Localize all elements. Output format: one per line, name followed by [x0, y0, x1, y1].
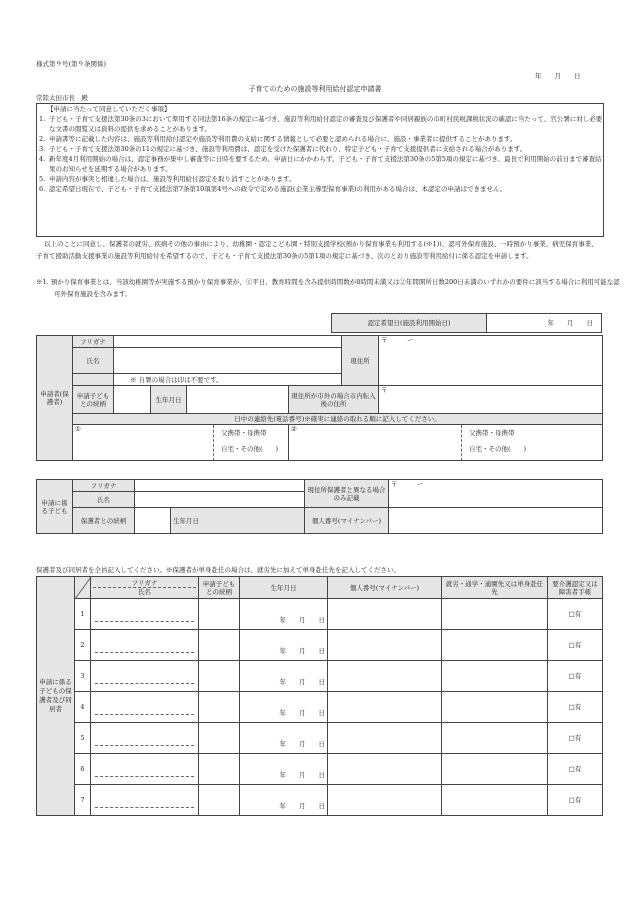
member-relation-field[interactable] [199, 754, 240, 785]
member-name-field[interactable] [91, 692, 199, 723]
child-birthdate-text: 生年月日 [173, 516, 199, 525]
desired-date-label: 認定希望日(施設利用開始日) [332, 314, 487, 333]
desired-date-field[interactable]: 年 月 日 [487, 314, 602, 333]
care-checkbox[interactable]: □有 [548, 661, 603, 692]
child-name-field[interactable] [135, 492, 305, 508]
care-checkbox[interactable]: □有 [548, 785, 603, 816]
applicant-section-label: 申請者(保護者) [37, 336, 73, 461]
child-furigana-field[interactable] [135, 480, 305, 492]
child-address-label: 現住所保護者と異なる場合のみ記載 [305, 480, 389, 508]
signature-note: ※ 自署の場合は印は不要です。 [114, 374, 342, 386]
notice-item: 6. 認定希望日現在で、子ども・子育て支援法第7条第10項第4号への政令で定める施設(企業主導型保育事業)の利用がある場合は、本認定の申請はできません。 [39, 185, 507, 193]
member-birthdate-field[interactable]: 年 月 日 [240, 723, 328, 754]
member-name-field[interactable] [91, 630, 199, 661]
member-birthdate-field[interactable]: 年 月 日 [240, 630, 328, 661]
notice-heading: 【申請に当たって同意していただく事項】 [47, 105, 171, 113]
member-my-number-field[interactable] [328, 661, 442, 692]
table-row [37, 599, 603, 630]
applicant-birthdate-label: 生年月日 [151, 386, 187, 414]
form-number: 様式第９号(第９条関係) [36, 60, 107, 68]
applicant-address-label: 現住所 [342, 336, 379, 386]
header-date: 年 月 日 [535, 72, 581, 80]
contact-1-home-label: 自宅・その他( ) [221, 445, 279, 453]
member-relation-field[interactable] [199, 692, 240, 723]
member-my-number-field[interactable] [328, 785, 442, 816]
child-birthdate-label[interactable] [171, 508, 305, 534]
applicant-relation-field[interactable] [114, 386, 151, 414]
care-checkbox[interactable]: □有 [548, 754, 603, 785]
household-side-label: 申請に係る子どもの保護者及び同居者 [37, 577, 75, 816]
member-name-field[interactable] [91, 599, 199, 630]
member-name-field[interactable] [91, 723, 199, 754]
household-table [36, 576, 603, 816]
footnote-1: ※1. 預かり保育事業とは、当該幼稚園等が実施する預かり保育事業が、①平日、教育時間を含み提供時間数が8時間未満又は②年間開所日数200日未満のいずれかの要件に該当する場合に利用可能な認可外保育施設を含みます。 [36, 278, 620, 298]
notice-item: 4. 新年度4月利用開始の場合は、認定事務が集中し審査等に日時を要するため、申請日にかかわらず、子ども・子育て支援法第30条の5第5項の規定に基づき、最長で利用開始の前日まで審査結果のお知らせを延期する場合があります。 [39, 155, 602, 173]
row-number: 7 [75, 785, 91, 816]
member-my-number-field[interactable] [328, 754, 442, 785]
notice-item: 2. 申請書等に記載した内容は、施設等利用給付認定や施設等利用費の支給に関する情報として必要と認められる場合に、施設・事業者に提供することがあります。 [39, 135, 517, 143]
care-header: 要介護認定又は障害者手帳 [548, 577, 603, 599]
contact-1-field[interactable] [73, 425, 289, 461]
row-number: 3 [75, 661, 91, 692]
applicant-relation-label: 申請子どもとの続柄 [73, 386, 114, 414]
furigana-header: フリガナ [93, 579, 196, 588]
member-work-field[interactable] [442, 599, 548, 630]
postal-mark: 〒 ー [391, 480, 424, 488]
notice-item: 1. 子ども・子育て支援法第30条の3において準用する同法第16条の規定に基づき、施設等利用給付認定の審査及び保護者や同居親族の市町村民税課税状況の確認に当たって、官公署に対し必要な文書の閲覧又は資料の提供を求めることがあります。 [39, 115, 603, 133]
row-number: 4 [75, 692, 91, 723]
applicant-birthdate-field[interactable] [187, 386, 289, 414]
member-birthdate-field[interactable]: 年 月 日 [240, 599, 328, 630]
contact-2-home-label: 自宅・その他( ) [469, 445, 527, 453]
household-instruction: 保護者及び同居者を全員記入してください。※保護者が単身赴任の場合は、就労先に加えて単身赴任先を記入してください。 [36, 566, 400, 574]
row-number: 6 [75, 754, 91, 785]
member-name-field[interactable] [91, 785, 199, 816]
postal-mark: 〒 ー [381, 336, 414, 344]
child-my-number-field[interactable] [389, 508, 603, 534]
contact-2-mobile-label: 父携帯・母携帯 [469, 429, 515, 437]
member-work-field[interactable] [442, 692, 548, 723]
child-address-field[interactable] [389, 480, 603, 508]
member-birthdate-field[interactable]: 年 月 日 [240, 785, 328, 816]
contact-2-field[interactable] [289, 425, 603, 461]
diagonal-line-icon [75, 577, 91, 599]
member-birthdate-field[interactable]: 年 月 日 [240, 692, 328, 723]
work-header: 就労・通学・通園先又は単身赴任先 [442, 577, 548, 599]
table-row [37, 630, 603, 661]
member-relation-field[interactable] [199, 599, 240, 630]
table-row [37, 723, 603, 754]
member-birthdate-field[interactable]: 年 月 日 [240, 661, 328, 692]
child-name-label: 氏名 [73, 492, 135, 508]
child-furigana-label: フリガナ [73, 480, 135, 492]
relation-header: 申請子どもとの続柄 [199, 577, 240, 599]
notice-item: 3. 子ども・子育て支援法第30条の11の規定に基づき、施設等利用費は、認定を受けた保護者に代わり、特定子ども・子育て支援提供者に支給される場合があります。 [39, 145, 527, 153]
care-checkbox[interactable]: □有 [548, 692, 603, 723]
member-work-field[interactable] [442, 723, 548, 754]
contact-2-number: ② [291, 425, 297, 433]
member-birthdate-field[interactable]: 年 月 日 [240, 754, 328, 785]
applicant-furigana-field[interactable] [114, 336, 342, 348]
care-checkbox[interactable]: □有 [548, 599, 603, 630]
row-number: 1 [75, 599, 91, 630]
contact-1-mobile-label: 父携帯・母携帯 [221, 429, 267, 437]
member-my-number-field[interactable] [328, 692, 442, 723]
member-work-field[interactable] [442, 754, 548, 785]
care-checkbox[interactable]: □有 [548, 630, 603, 661]
row-number: 2 [75, 630, 91, 661]
outside-city-address-field[interactable] [379, 386, 603, 414]
contact-1-number: ① [75, 425, 81, 433]
postal-mark: 〒 [381, 386, 388, 394]
name-header: 氏名 [138, 588, 151, 596]
notice-item: 5. 申請内容が事実と相違した場合は、施設等利用給付認定を取り消すことがあります。 [39, 175, 296, 183]
member-work-field[interactable] [442, 785, 548, 816]
table-row [37, 692, 603, 723]
table-row [37, 754, 603, 785]
care-checkbox[interactable]: □有 [548, 723, 603, 754]
child-my-number-label: 個人番号(マイナンバー) [305, 508, 389, 534]
child-section-label: 申請に係る子ども [37, 480, 73, 534]
member-relation-field[interactable] [199, 785, 240, 816]
member-work-field[interactable] [442, 630, 548, 661]
applicant-furigana-label: フリガナ [73, 336, 114, 348]
member-name-field[interactable] [91, 754, 199, 785]
form-title: 子育てのための施設等利用給付認定申請書 [248, 85, 382, 93]
guardian-relation-label: 保護者との続柄 [73, 508, 135, 534]
row-number: 5 [75, 723, 91, 754]
member-relation-field[interactable] [199, 630, 240, 661]
outside-city-address-label: 現住所が市外の場合市内転入後の住所 [289, 386, 379, 414]
contact-header: 日中の連絡先(電話番号)※確実に連絡の取れる順に記入してください。 [73, 414, 603, 425]
birthdate-header: 生年月日 [240, 577, 328, 599]
applicant-name-field[interactable] [114, 348, 342, 374]
member-work-field[interactable] [442, 661, 548, 692]
my-number-header: 個人番号(マイナンバー) [328, 577, 442, 599]
guardian-relation-field[interactable] [135, 508, 171, 534]
household-name-header [91, 577, 199, 599]
applicant-name-label: 氏名 [73, 348, 114, 374]
member-my-number-field[interactable] [328, 630, 442, 661]
table-row [37, 785, 603, 816]
addressee: 常陸太田市長 殿 [36, 94, 88, 102]
child-table [36, 479, 603, 534]
applicant-address-field[interactable] [379, 336, 603, 386]
member-my-number-field[interactable] [328, 599, 442, 630]
member-name-field[interactable] [91, 661, 199, 692]
consent-paragraph: 以上のことに同意し、保護者の就労、疾病その他の事由により、幼稚園・認定こども園・特別支援学校(預かり保育事業も利用する(※1))、認可外保育施設、一時預かり事業、病児保育事業、子育て援助活動支援事業の施設等利用給付を希望するので、子ども・子育て支援法第30条の5第1項の規定に基づき、次のとおり施設等利用給付に係る認定を申請します。 [36, 240, 598, 260]
member-relation-field[interactable] [199, 723, 240, 754]
desired-date-table [331, 313, 602, 333]
consent-notice-box [36, 103, 604, 237]
notice-list [37, 114, 603, 194]
applicant-table [36, 335, 603, 461]
member-relation-field[interactable] [199, 661, 240, 692]
household-corner-cell [75, 577, 91, 599]
table-row [37, 661, 603, 692]
member-my-number-field[interactable] [328, 723, 442, 754]
